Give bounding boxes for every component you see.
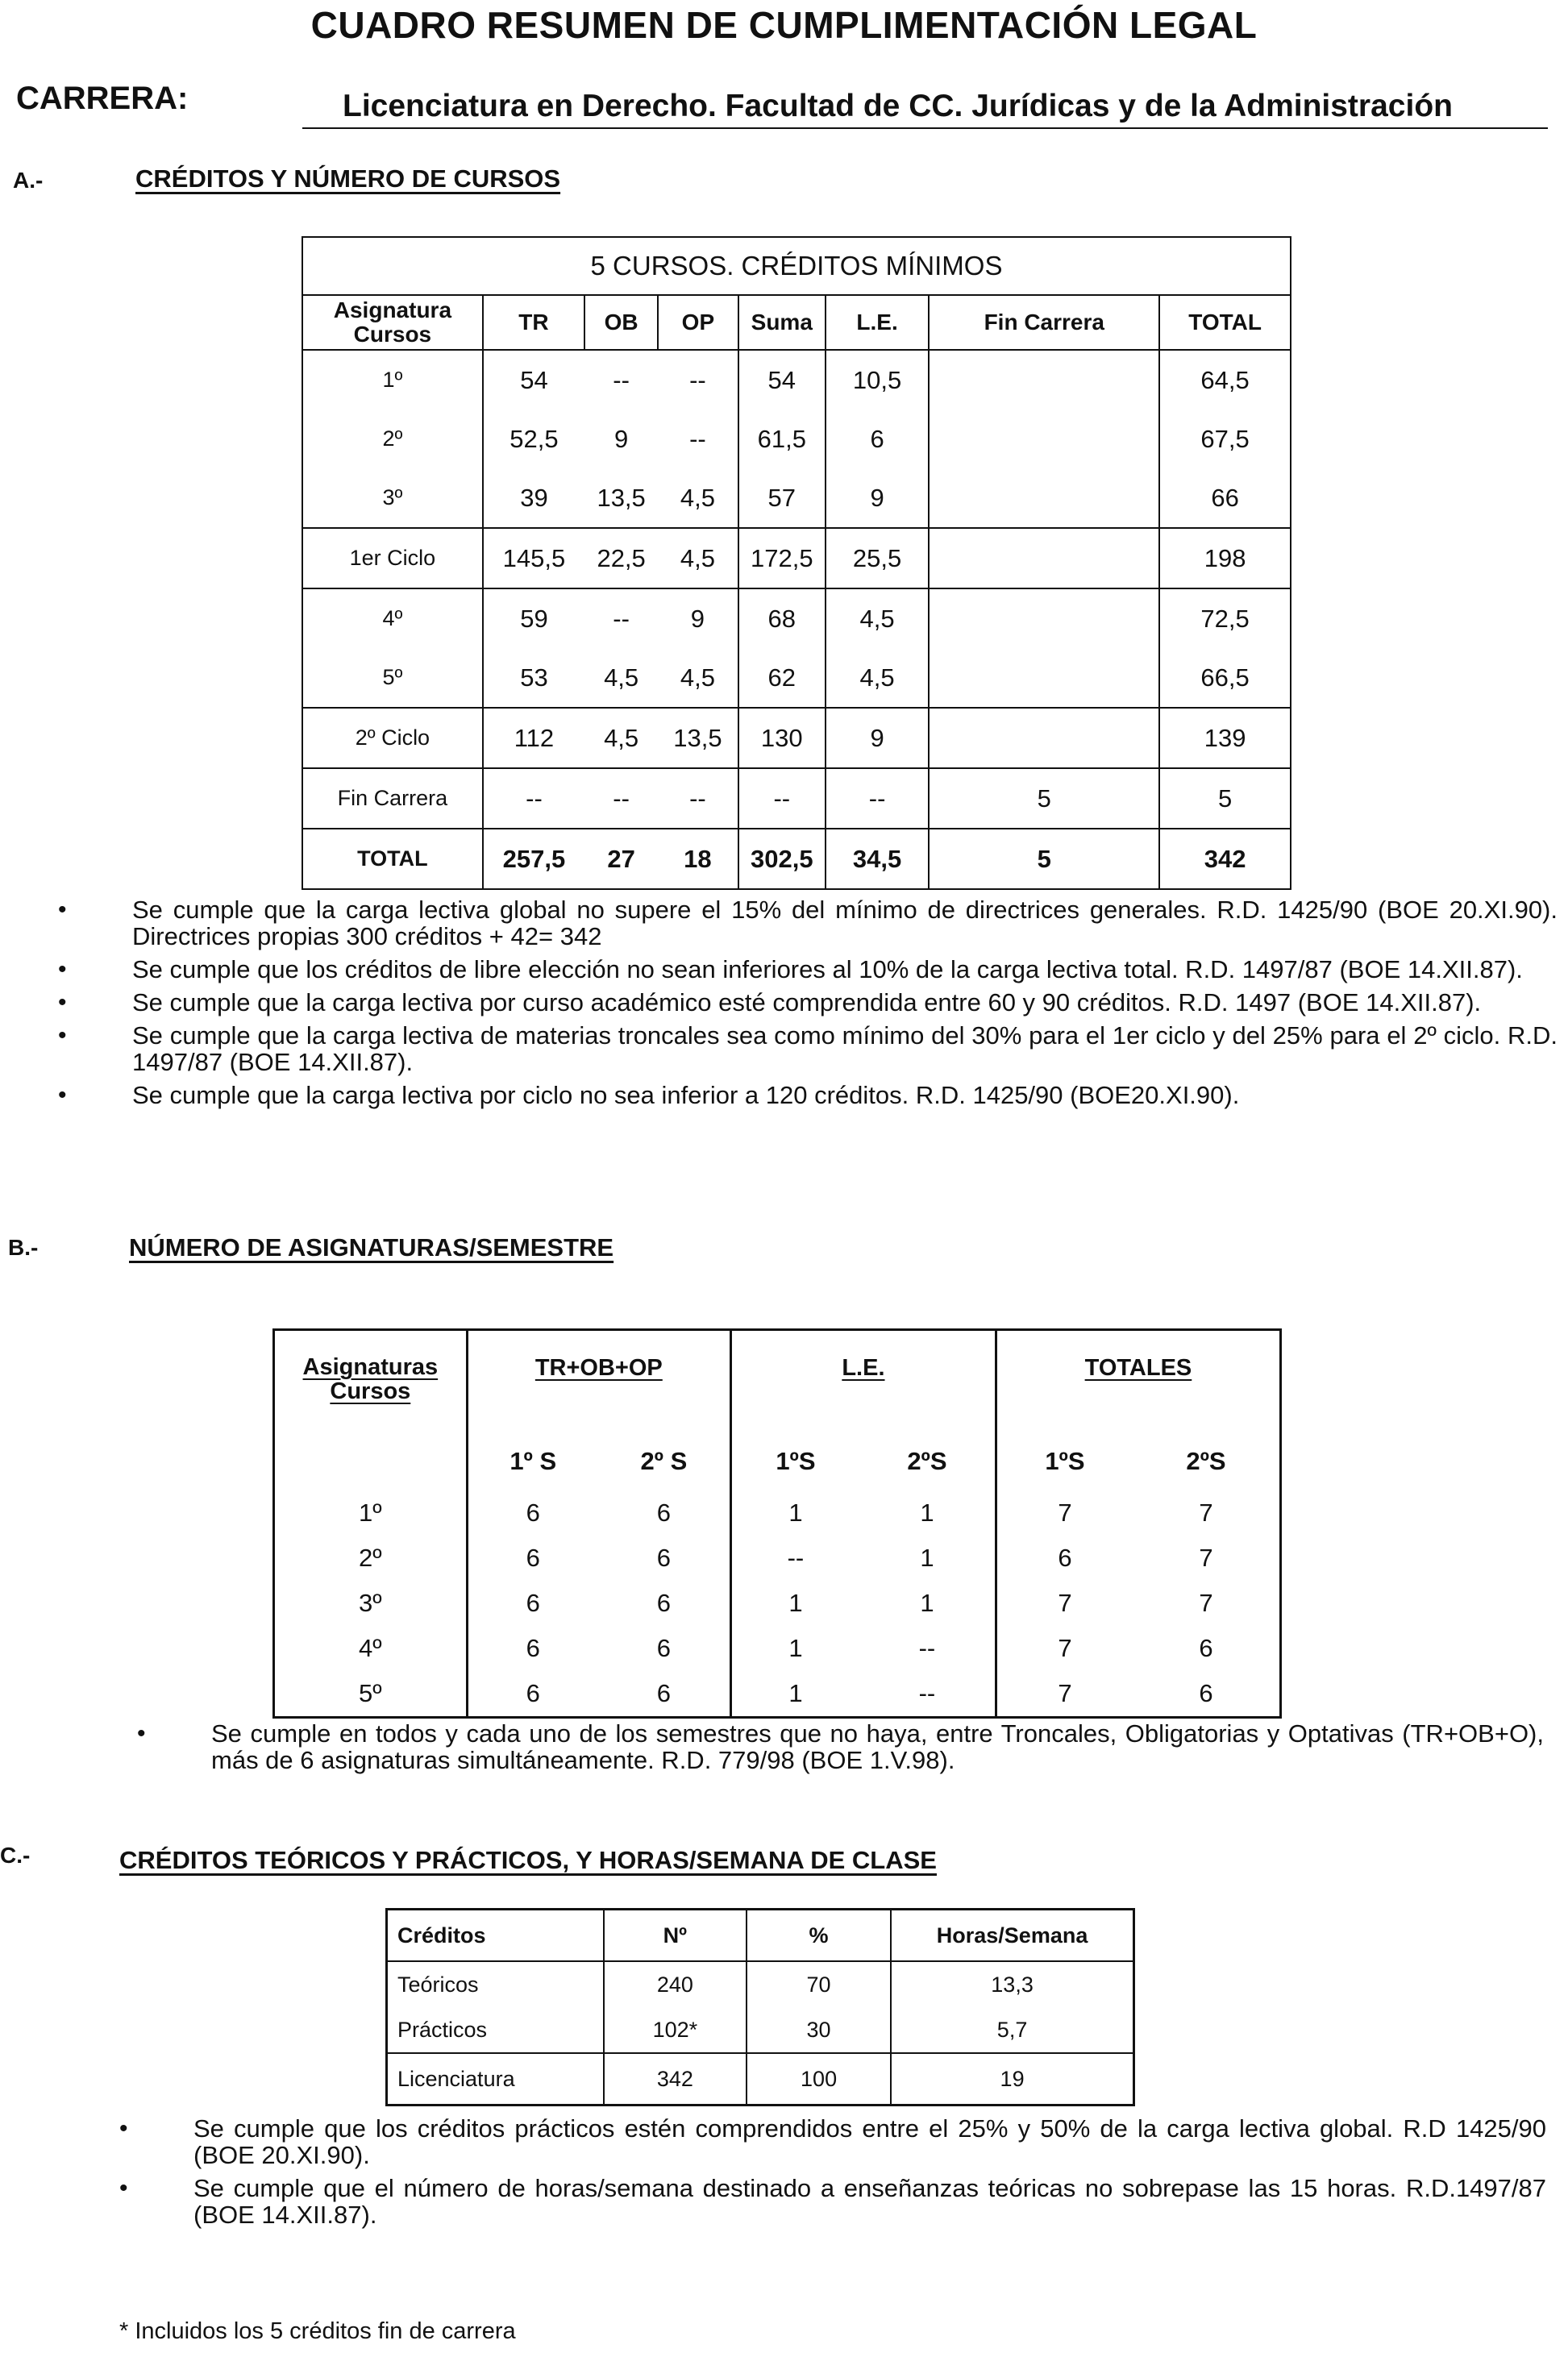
table-row — [302, 648, 1291, 708]
header-cell: L.E. — [826, 295, 929, 350]
subheader-cell: 1ºS — [730, 1432, 859, 1490]
list-item: • Se cumple que la carga lectiva por curso académico esté comprendida entre 60 y 90 créditos. R.D. 1497 (BOE 14.XII.87). — [58, 989, 1558, 1016]
row-label: 1º — [302, 350, 483, 409]
corner-cursos: Cursos — [330, 1378, 411, 1404]
section-a-bullets — [58, 896, 1558, 1115]
table-cell: 6 — [467, 1490, 598, 1536]
theory-practice-table — [385, 1908, 1135, 2106]
table-cell: 18 — [658, 829, 738, 889]
table-cell: 6 — [656, 1589, 671, 1617]
table-cell: 54 — [483, 350, 584, 409]
section-c-title: CRÉDITOS TEÓRICOS Y PRÁCTICOS, Y HORAS/SEMANA DE CLASE — [119, 1846, 937, 1874]
table-cell: 1 — [730, 1671, 859, 1718]
table-cell: 7 — [996, 1581, 1133, 1626]
subheader-cell: 2º S — [640, 1447, 688, 1475]
table-row — [274, 1536, 1281, 1581]
subjects-table-corner — [274, 1330, 468, 1433]
table-cell: 10,5 — [826, 350, 929, 409]
table-cell: 6 — [467, 1581, 598, 1626]
table-cell — [929, 708, 1159, 768]
row-label: 2º — [302, 409, 483, 468]
table-cell: 62 — [738, 648, 826, 708]
table-cell: 342 — [1159, 829, 1291, 889]
row-label: TOTAL — [302, 829, 483, 889]
row-label: 2º — [359, 1544, 382, 1572]
table-row — [302, 768, 1291, 829]
table-cell: 1 — [920, 1544, 934, 1572]
row-label: 1º — [359, 1499, 382, 1527]
table-cell: 30 — [747, 2007, 891, 2053]
table-cell: -- — [658, 409, 738, 468]
list-item: • Se cumple que la carga lectiva global no supere el 15% del mínimo de directrices generales. R.D. 1425/90 (BOE 20.XI.90). Directrices propias 300 créditos + 42= 342 — [58, 896, 1558, 950]
empty-cell — [274, 1432, 468, 1490]
table-cell: 6 — [656, 1634, 671, 1662]
table-cell: 67,5 — [1159, 409, 1291, 468]
table-cell: -- — [658, 768, 738, 829]
header-cell: % — [747, 1910, 891, 1962]
section-b-title: NÚMERO DE ASIGNATURAS/SEMESTRE — [129, 1233, 614, 1262]
subheader-cell: 1ºS — [996, 1432, 1133, 1490]
table-cell: 4,5 — [826, 648, 929, 708]
table-cell: 72,5 — [1159, 588, 1291, 648]
table-cell — [929, 528, 1159, 588]
corner-cursos: Cursos — [353, 322, 432, 347]
table-cell: 5 — [929, 829, 1159, 889]
group-header: TOTALES — [996, 1330, 1280, 1433]
table-cell: -- — [584, 350, 658, 409]
table-cell: 130 — [738, 708, 826, 768]
table-cell: 6 — [656, 1499, 671, 1527]
table-cell: -- — [658, 350, 738, 409]
table-row — [302, 350, 1291, 409]
table-cell: 172,5 — [738, 528, 826, 588]
table-cell: 27 — [584, 829, 658, 889]
table-cell: Licenciatura — [387, 2053, 604, 2106]
header-cell: TOTAL — [1159, 295, 1291, 350]
table-cell: 257,5 — [483, 829, 584, 889]
section-a-letter: A.- — [13, 168, 44, 193]
table-cell — [929, 409, 1159, 468]
table-cell: -- — [918, 1679, 936, 1707]
table-cell: 1 — [730, 1626, 859, 1671]
group-header: TR+OB+OP — [467, 1330, 730, 1433]
header-cell: TR — [483, 295, 584, 350]
table-cell: 6 — [1199, 1634, 1213, 1662]
table-cell: 9 — [658, 588, 738, 648]
table-cell: 13,3 — [891, 1961, 1133, 2007]
row-label: 4º — [302, 588, 483, 648]
row-label: 3º — [302, 468, 483, 528]
table-cell: -- — [918, 1634, 936, 1662]
table-cell: 4,5 — [584, 708, 658, 768]
table-cell — [929, 648, 1159, 708]
table-cell: 5,7 — [891, 2007, 1133, 2053]
header-cell: Nº — [604, 1910, 747, 1962]
table-cell: 7 — [1199, 1589, 1213, 1617]
row-label: 4º — [359, 1634, 382, 1662]
table-cell: 54 — [738, 350, 826, 409]
list-item: • Se cumple que la carga lectiva por ciclo no sea inferior a 120 créditos. R.D. 1425/90 (BOE20.XI.90). — [58, 1082, 1558, 1108]
table-cell: 139 — [1159, 708, 1291, 768]
subjects-table — [272, 1328, 1282, 1719]
table-row — [302, 409, 1291, 468]
table-cell: 5 — [929, 768, 1159, 829]
table-cell: 102* — [604, 2007, 747, 2053]
subheader-cell: 2ºS — [907, 1447, 947, 1475]
section-b-bullets — [137, 1720, 1544, 1780]
table-cell: -- — [826, 768, 929, 829]
table-cell: 34,5 — [826, 829, 929, 889]
table-cell: -- — [738, 768, 826, 829]
table-cell: 6 — [467, 1626, 598, 1671]
table-row — [302, 829, 1291, 889]
table-cell: Teóricos — [397, 1972, 479, 1997]
header-cell: Fin Carrera — [929, 295, 1159, 350]
table-cell: 145,5 — [483, 528, 584, 588]
table-cell: 52,5 — [483, 409, 584, 468]
section-a-title: CRÉDITOS Y NÚMERO DE CURSOS — [135, 164, 561, 193]
table-cell: 6 — [656, 1679, 671, 1707]
table-cell: 70 — [747, 1961, 891, 2007]
list-item: • Se cumple que los créditos de libre elección no sean inferiores al 10% de la carga lectiva total. R.D. 1497/87 (BOE 14.XII.87). — [58, 956, 1558, 983]
table-cell — [929, 588, 1159, 648]
header-cell: Suma — [738, 295, 826, 350]
table-cell: 6 — [826, 409, 929, 468]
table-cell: 68 — [738, 588, 826, 648]
list-item: • Se cumple que el número de horas/semana destinado a enseñanzas teóricas no sobrepase las 15 horas. R.D.1497/87 (BOE 14.XII.87). — [119, 2175, 1546, 2228]
table-cell: 7 — [1199, 1499, 1213, 1527]
table-cell: 64,5 — [1159, 350, 1291, 409]
table-cell: 6 — [656, 1544, 671, 1572]
table-cell: 4,5 — [658, 468, 738, 528]
corner-asignaturas: Asignaturas — [302, 1354, 439, 1380]
table-cell: 25,5 — [826, 528, 929, 588]
table-cell: 1 — [920, 1499, 934, 1527]
table-cell: 66,5 — [1159, 648, 1291, 708]
table-cell: 100 — [747, 2053, 891, 2106]
row-label: 5º — [302, 648, 483, 708]
table-cell: 53 — [483, 648, 584, 708]
table-cell: 61,5 — [738, 409, 826, 468]
section-c-bullets — [119, 2115, 1546, 2234]
table-cell: 6 — [996, 1536, 1133, 1581]
table-cell: -- — [584, 588, 658, 648]
table-cell: 9 — [826, 708, 929, 768]
table-cell: 1 — [730, 1490, 859, 1536]
header-cell: OP — [658, 295, 738, 350]
table-cell: 6 — [467, 1536, 598, 1581]
table-cell: 7 — [1199, 1544, 1213, 1572]
table-cell: 342 — [604, 2053, 747, 2106]
credits-table-corner — [302, 295, 483, 350]
header-cell: OB — [584, 295, 658, 350]
table-cell: -- — [584, 768, 658, 829]
row-label: 2º Ciclo — [302, 708, 483, 768]
table-cell: 302,5 — [738, 829, 826, 889]
subheader-cell: 2ºS — [1186, 1447, 1226, 1475]
credits-table — [302, 236, 1291, 890]
table-cell: 4,5 — [584, 648, 658, 708]
table-cell: 9 — [826, 468, 929, 528]
subjects-table-body — [274, 1490, 1281, 1718]
table-cell: -- — [730, 1536, 859, 1581]
section-b-letter: B.- — [8, 1235, 39, 1260]
table-cell: 240 — [604, 1961, 747, 2007]
credits-table-body — [302, 350, 1291, 889]
table-row — [387, 2007, 1134, 2053]
table-cell: 39 — [483, 468, 584, 528]
table-row — [387, 2053, 1134, 2106]
table-cell: 19 — [891, 2053, 1133, 2106]
table-cell: 59 — [483, 588, 584, 648]
subheader-cell: 1º S — [467, 1432, 598, 1490]
table-row — [302, 588, 1291, 648]
table-row — [274, 1626, 1281, 1671]
table-cell: 6 — [467, 1671, 598, 1718]
row-label: 3º — [359, 1589, 382, 1617]
table-row — [274, 1490, 1281, 1536]
carrera-label: CARRERA: — [16, 81, 189, 116]
table-row — [302, 528, 1291, 588]
list-item: • Se cumple en todos y cada uno de los semestres que no haya, entre Troncales, Obligatorias y Optativas (TR+OB+O), más de 6 asignaturas simultáneamente. R.D. 779/98 (BOE 1.V.98). — [137, 1720, 1544, 1773]
table-cell: 1 — [920, 1589, 934, 1617]
table-cell: 9 — [614, 424, 629, 453]
table-row — [274, 1581, 1281, 1626]
row-label: 5º — [359, 1679, 382, 1707]
table-cell: 57 — [738, 468, 826, 528]
corner-asignatura: Asignatura — [333, 297, 452, 322]
table-row — [302, 468, 1291, 528]
table-cell: 198 — [1159, 528, 1291, 588]
table-cell: 13,5 — [584, 468, 658, 528]
table-row — [274, 1671, 1281, 1718]
table-cell: 66 — [1159, 468, 1291, 528]
table-cell: Prácticos — [397, 2017, 488, 2042]
table-cell — [929, 468, 1159, 528]
table-row — [302, 708, 1291, 768]
table-cell: 5 — [1159, 768, 1291, 829]
table-cell: 1 — [730, 1581, 859, 1626]
table-cell: 6 — [1199, 1679, 1213, 1707]
table-row — [387, 1961, 1134, 2007]
carrera-value: Licenciatura en Derecho. Facultad de CC. Jurídicas y de la Administración — [302, 89, 1548, 129]
table-cell: 7 — [996, 1490, 1133, 1536]
section-c-letter: C.- — [0, 1843, 31, 1868]
table-cell: 13,5 — [658, 708, 738, 768]
table-cell: 4,5 — [658, 648, 738, 708]
table-cell: 4,5 — [658, 528, 738, 588]
row-label: Fin Carrera — [302, 768, 483, 829]
table-cell: 112 — [483, 708, 584, 768]
row-label: 1er Ciclo — [302, 528, 483, 588]
list-item: • Se cumple que los créditos prácticos estén comprendidos entre el 25% y 50% de la carga lectiva global. R.D 1425/90 (BOE 20.XI.90). — [119, 2115, 1546, 2168]
credits-table-caption: 5 CURSOS. CRÉDITOS MÍNIMOS — [302, 237, 1291, 295]
list-item: • Se cumple que la carga lectiva de materias troncales sea como mínimo del 30% para el 1er ciclo y del 25% para el 2º ciclo. R.D. 1497/87 (BOE 14.XII.87). — [58, 1022, 1558, 1075]
table-cell: -- — [483, 768, 584, 829]
table-cell: 4,5 — [826, 588, 929, 648]
header-cell: Horas/Semana — [891, 1910, 1133, 1962]
header-cell: Créditos — [387, 1910, 604, 1962]
page-title: CUADRO RESUMEN DE CUMPLIMENTACIÓN LEGAL — [310, 4, 1258, 46]
table-cell: 22,5 — [584, 528, 658, 588]
table-cell: 7 — [996, 1626, 1133, 1671]
table-cell: 7 — [996, 1671, 1133, 1718]
footnote: * Incluidos los 5 créditos fin de carrera — [119, 2318, 516, 2344]
group-header: L.E. — [730, 1330, 996, 1433]
table-cell — [929, 350, 1159, 409]
